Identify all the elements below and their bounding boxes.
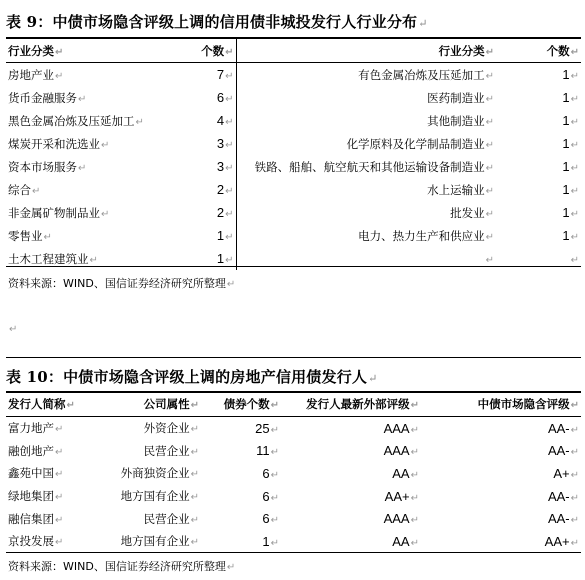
table2-cell: 富力地产↵ — [8, 421, 64, 436]
table2-cell: AAA↵ — [383, 511, 419, 527]
table1-cell: 有色金属冶炼及压延加工↵ — [358, 67, 494, 82]
table2-header-cell: 公司属性↵ — [101, 393, 201, 416]
table2-header-cell: 债券个数↵ — [201, 393, 281, 416]
table1-header-cell: 个数↵ — [156, 39, 236, 63]
table1-row — [6, 201, 581, 224]
table2-cell: 25↵ — [255, 420, 279, 436]
table2-cell: 融信集团↵ — [8, 511, 64, 526]
table2-cell: 民营企业↵ — [143, 511, 199, 526]
table2-cell: 6↵ — [262, 465, 279, 481]
table2-cell: AA-↵ — [547, 443, 579, 459]
table1-cell: 1↵ — [156, 247, 236, 270]
table2-cell: 6↵ — [262, 488, 279, 504]
table1-cell: 化学原料及化学制品制造业↵ — [346, 136, 494, 151]
table2-cell: 6↵ — [262, 511, 279, 527]
table1-cell: 4↵ — [156, 109, 236, 132]
table2-cell: AA+↵ — [544, 533, 579, 549]
table1-header-cell: 个数↵ — [496, 39, 581, 63]
table2-cell: AA-↵ — [547, 420, 579, 436]
table1-cell: 资本市场服务↵ — [8, 159, 87, 174]
table1-cell: ↵ — [570, 255, 579, 266]
table2-cell: 鑫苑中国↵ — [8, 466, 64, 481]
table1-header-row — [6, 39, 581, 63]
table1-cell: 黑色金属冶炼及压延加工↵ — [8, 113, 144, 128]
table2-row — [6, 462, 581, 485]
table1-cell: 煤炭开采和洗选业↵ — [8, 136, 110, 151]
table1-cell: 电力、热力生产和供应业↵ — [358, 228, 494, 243]
table1-cell: 综合↵ — [8, 182, 41, 197]
table2-cell: 地方国有企业↵ — [120, 489, 199, 504]
table2-cell: 外资企业↵ — [143, 421, 199, 436]
table1-row — [6, 224, 581, 247]
table1-title: 表 9：中债市场隐含评级上调的信用债非城投发行人行业分布↵ — [6, 13, 428, 31]
table1-cell: 1↵ — [562, 136, 579, 151]
table1-cell: 医药制造业↵ — [427, 90, 494, 105]
table2-cell: 11↵ — [256, 443, 279, 459]
table1-cell: ↵ — [485, 254, 494, 266]
table1-cell: 1↵ — [562, 182, 579, 197]
table1-cell: 零售业↵ — [8, 228, 52, 243]
table1-cell: 1↵ — [562, 205, 579, 220]
table1-row — [6, 155, 581, 178]
table1-row — [6, 178, 581, 201]
table2-cell: 融创地产↵ — [8, 443, 64, 458]
table1-cell: 批发业↵ — [450, 205, 494, 220]
table2-cell: 绿地集团↵ — [8, 489, 64, 504]
table1-source: 资料来源：WIND、国信证券经济研究所整理↵ — [8, 277, 236, 290]
table2-cell: AAA↵ — [383, 443, 419, 459]
table1-row — [6, 109, 581, 132]
table2-source: 资料来源：WIND、国信证券经济研究所整理↵ — [8, 560, 236, 573]
table2-row — [6, 416, 581, 439]
table2-cell: AAA↵ — [383, 420, 419, 436]
table2-cell: 地方国有企业↵ — [120, 534, 199, 549]
table1-cell: 1↵ — [562, 90, 579, 105]
table2-cell: 外商独资企业↵ — [120, 466, 199, 481]
table2-cell: AA+↵ — [384, 488, 419, 504]
table2-header-cell: 中债市场隐含评级↵ — [421, 393, 581, 416]
table2-row — [6, 439, 581, 462]
table2-row — [6, 530, 581, 553]
table2-cell: 京投发展↵ — [8, 534, 64, 549]
table2-cell: AA-↵ — [547, 511, 579, 527]
table1-cell: 3↵ — [156, 155, 236, 178]
table1-cell: 铁路、船舶、航空航天和其他运输设备制造业↵ — [254, 159, 494, 174]
table1-cell: 1↵ — [562, 113, 579, 128]
table2-header-cell: 发行人简称↵ — [6, 393, 101, 416]
table1-cell: 非金属矿物制品业↵ — [8, 205, 110, 220]
table1-header-cell: 行业分类↵ — [236, 39, 496, 63]
table2-cell: 1↵ — [262, 533, 279, 549]
table1-cell: 2↵ — [156, 201, 236, 224]
table1-cell: 货币金融服务↵ — [8, 90, 87, 105]
table2-row — [6, 507, 581, 530]
table2-cell: AA↵ — [392, 465, 419, 481]
table1-cell: 1↵ — [156, 224, 236, 247]
paragraph-mark: ↵ — [9, 324, 18, 335]
table1-header-cell: 行业分类↵ — [6, 39, 156, 63]
table2-cell: A+↵ — [553, 465, 579, 481]
table1-cell: 1↵ — [562, 159, 579, 174]
table1-row — [6, 63, 581, 87]
table2-row — [6, 485, 581, 508]
table2-separator-rule — [6, 357, 581, 358]
table1-cell: 房地产业↵ — [8, 67, 64, 82]
table2-cell: AA-↵ — [547, 488, 579, 504]
table2-bottom-rule — [6, 552, 581, 553]
table1-cell: 土木工程建筑业↵ — [8, 251, 98, 266]
table1 — [6, 39, 581, 270]
table2-title: 表 10：中债市场隐含评级上调的房地产信用债发行人↵ — [6, 368, 378, 386]
table2-header-row — [6, 393, 581, 416]
table1-cell: 水上运输业↵ — [427, 182, 494, 197]
table1-cell: 1↵ — [562, 228, 579, 243]
table1-cell: 其他制造业↵ — [427, 113, 494, 128]
table2-cell: AA↵ — [392, 533, 419, 549]
table2-cell: 民营企业↵ — [143, 443, 199, 458]
table1-cell: 2↵ — [156, 178, 236, 201]
table1-cell: 3↵ — [156, 132, 236, 155]
table1-row — [6, 86, 581, 109]
table2-header-cell: 发行人最新外部评级↵ — [281, 393, 421, 416]
table2 — [6, 393, 581, 553]
table1-cell: 6↵ — [156, 86, 236, 109]
table1-row — [6, 132, 581, 155]
table1-cell: 1↵ — [562, 67, 579, 82]
table1-bottom-rule — [6, 266, 581, 267]
table1-cell: 7↵ — [156, 63, 236, 87]
